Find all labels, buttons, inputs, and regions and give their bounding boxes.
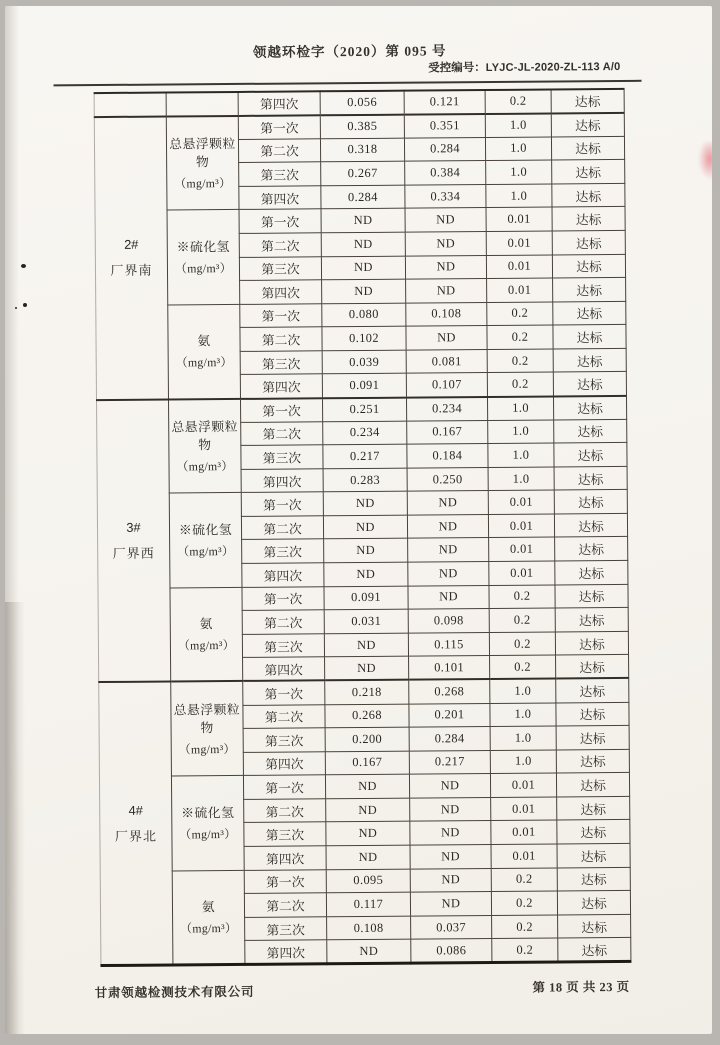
parameter-name: 总悬浮颗粒物	[171, 419, 239, 453]
value-cell: ND	[324, 539, 408, 563]
status-cell: 达标	[552, 160, 625, 184]
status-cell: 达标	[556, 655, 629, 679]
trial-cell: 第三次	[239, 256, 321, 280]
value-cell: 0.108	[406, 302, 487, 326]
trial-cell: 第三次	[244, 822, 326, 846]
limit-cell: 1.0	[490, 702, 556, 726]
limit-cell: 1.0	[486, 184, 552, 208]
location-name: 厂界南	[110, 262, 153, 278]
parameter-cell	[171, 681, 244, 776]
value-cell: ND	[323, 491, 407, 515]
value-cell: 0.250	[407, 467, 488, 491]
limit-cell: 0.01	[486, 255, 552, 279]
parameter-cell	[170, 587, 243, 682]
parameter-cell	[169, 493, 242, 588]
status-cell: 达标	[557, 796, 630, 820]
limit-cell: 0.2	[492, 915, 558, 939]
location-id: 2#	[124, 236, 139, 252]
status-cell: 达标	[554, 513, 627, 537]
trial-cell: 第四次	[241, 469, 323, 493]
limit-cell: 0.2	[489, 608, 555, 632]
value-cell: 0.037	[411, 915, 492, 939]
value-cell: 0.201	[409, 703, 490, 727]
status-cell: 达标	[557, 891, 630, 915]
parameter-unit: （mg/m³）	[176, 458, 234, 474]
parameter-unit: （mg/m³）	[175, 260, 232, 276]
value-cell: 0.351	[404, 114, 485, 138]
limit-cell: 0.2	[491, 868, 557, 892]
value-cell: 0.098	[408, 609, 489, 633]
parameter-cell-empty	[166, 92, 238, 116]
doc-number: 领越环检字（2020）第 095 号	[252, 43, 447, 60]
status-cell: 达标	[554, 466, 627, 490]
value-cell: ND	[325, 774, 409, 798]
value-cell: ND	[410, 797, 491, 821]
value-cell: ND	[326, 845, 410, 869]
parameter-name: 总悬浮颗粒物	[173, 702, 241, 736]
value-cell: 0.384	[405, 161, 486, 185]
value-cell: 0.334	[405, 184, 486, 208]
trial-cell: 第二次	[243, 704, 325, 728]
trial-cell: 第四次	[243, 657, 325, 681]
value-cell: ND	[321, 209, 405, 233]
limit-cell: 0.2	[491, 891, 557, 915]
results-table-body	[94, 89, 631, 966]
value-cell: ND	[409, 774, 490, 798]
control-number-line	[428, 58, 620, 76]
location-id: 4#	[128, 802, 143, 818]
value-cell: 0.267	[321, 161, 405, 185]
limit-cell: 0.01	[489, 537, 555, 561]
status-cell: 达标	[552, 207, 625, 231]
parameter-unit: （mg/m³）	[180, 920, 238, 935]
status-cell: 达标	[558, 914, 631, 938]
status-cell: 达标	[557, 820, 630, 844]
limit-cell: 0.2	[490, 655, 556, 679]
results-table	[94, 88, 632, 967]
value-cell: 0.218	[325, 680, 409, 704]
status-cell: 达标	[556, 702, 629, 726]
parameter-name: ※硫化氢	[176, 240, 230, 255]
parameter-cell	[168, 398, 241, 493]
trial-cell: 第四次	[240, 374, 322, 398]
status-cell: 达标	[555, 584, 628, 608]
trial-cell: 第二次	[240, 327, 322, 351]
value-cell: ND	[405, 255, 486, 279]
trial-cell: 第三次	[243, 728, 325, 752]
value-cell: ND	[326, 822, 410, 846]
trial-cell: 第一次	[243, 681, 325, 705]
value-cell: 0.091	[324, 586, 408, 610]
header-rule	[54, 80, 642, 87]
value-cell: ND	[324, 562, 408, 586]
parameter-unit: （mg/m³）	[178, 741, 236, 757]
value-cell: 0.107	[406, 373, 487, 397]
status-cell: 达标	[551, 89, 624, 113]
limit-cell: 0.2	[485, 89, 551, 113]
status-cell: 达标	[553, 301, 626, 325]
status-cell: 达标	[555, 537, 628, 561]
value-cell: ND	[408, 585, 489, 609]
value-cell: ND	[325, 656, 409, 680]
location-cell-empty	[94, 93, 166, 117]
ink-speck	[23, 303, 27, 307]
trial-cell: 第三次	[245, 917, 327, 941]
trial-cell: 第四次	[240, 280, 322, 304]
trial-cell: 第三次	[240, 351, 322, 375]
value-cell: 0.108	[327, 916, 411, 940]
limit-cell: 0.2	[489, 632, 555, 656]
value-cell: 0.167	[325, 751, 409, 775]
parameter-name: 氨	[197, 334, 211, 349]
trial-cell: 第二次	[241, 421, 323, 445]
trial-cell: 第四次	[242, 563, 324, 587]
parameter-unit: （mg/m³）	[177, 637, 235, 653]
limit-cell: 1.0	[488, 420, 554, 444]
value-cell: 0.102	[322, 326, 406, 350]
value-cell: ND	[323, 515, 407, 539]
trial-cell: 第一次	[242, 586, 324, 610]
value-cell: ND	[322, 279, 406, 303]
value-cell: ND	[406, 279, 487, 303]
parameter-cell	[167, 210, 240, 305]
parameter-name: ※硫化氢	[181, 806, 235, 821]
value-cell: 0.268	[325, 704, 409, 728]
limit-cell: 0.01	[489, 561, 555, 585]
status-cell: 达标	[553, 372, 626, 396]
limit-cell: 1.0	[490, 750, 556, 774]
trial-cell: 第二次	[238, 138, 320, 162]
limit-cell: 0.01	[486, 231, 552, 255]
value-cell: 0.167	[407, 420, 488, 444]
limit-cell: 0.2	[487, 325, 553, 349]
value-cell: ND	[407, 514, 488, 538]
value-cell: 0.217	[323, 444, 407, 468]
status-cell: 达标	[555, 631, 628, 655]
limit-cell: 1.0	[490, 726, 556, 750]
limit-cell: 1.0	[488, 467, 554, 491]
trial-cell: 第三次	[242, 634, 324, 658]
trial-cell: 第二次	[241, 516, 323, 540]
limit-cell: 0.2	[487, 349, 553, 373]
status-cell: 达标	[554, 443, 627, 467]
limit-cell: 0.2	[487, 372, 553, 396]
parameter-unit: （mg/m³）	[174, 176, 232, 191]
trial-cell: 第四次	[239, 186, 321, 210]
value-cell: ND	[321, 256, 405, 280]
control-number-label: 受控编号：	[428, 61, 486, 75]
trial-cell: 第四次	[243, 751, 325, 775]
footer-page-number: 第 18 页 共 23 页	[532, 979, 630, 995]
value-cell: 0.117	[326, 892, 410, 916]
status-cell: 达标	[553, 278, 626, 302]
value-cell: 0.284	[321, 185, 405, 209]
value-cell: 0.031	[324, 609, 408, 633]
status-cell: 达标	[556, 773, 629, 797]
value-cell: ND	[321, 232, 405, 256]
value-cell: ND	[405, 231, 486, 255]
trial-cell: 第三次	[241, 445, 323, 469]
value-cell: 0.268	[409, 679, 490, 703]
value-cell: ND	[326, 798, 410, 822]
trial-cell: 第四次	[245, 940, 327, 964]
value-cell: ND	[407, 491, 488, 515]
status-cell: 达标	[554, 419, 627, 443]
value-cell: 0.184	[407, 444, 488, 468]
status-cell: 达标	[551, 136, 624, 160]
location-name: 厂界北	[114, 828, 157, 844]
limit-cell: 1.0	[490, 679, 556, 703]
value-cell: 0.039	[322, 350, 406, 374]
value-cell: 0.095	[326, 869, 410, 893]
scanned-page	[5, 6, 712, 1034]
trial-cell: 第一次	[239, 209, 321, 233]
status-cell: 达标	[556, 749, 629, 773]
value-cell: ND	[405, 208, 486, 232]
limit-cell: 0.01	[491, 820, 557, 844]
trial-cell: 第三次	[242, 539, 324, 563]
value-cell: 0.251	[322, 397, 406, 421]
parameter-name: 氨	[199, 617, 213, 632]
trial-cell: 第一次	[238, 115, 320, 139]
value-cell: ND	[327, 939, 411, 963]
value-cell: ND	[410, 844, 491, 868]
parameter-unit: （mg/m³）	[175, 354, 233, 370]
parameter-name: 总悬浮颗粒物	[169, 136, 236, 170]
status-cell: 达标	[557, 867, 630, 891]
trial-cell: 第二次	[244, 893, 326, 917]
limit-cell: 0.01	[491, 844, 557, 868]
value-cell: 0.200	[325, 727, 409, 751]
status-cell: 达标	[552, 230, 625, 254]
status-cell: 达标	[551, 112, 624, 136]
status-cell: 达标	[553, 325, 626, 349]
trial-cell: 第四次	[244, 846, 326, 870]
limit-cell: 1.0	[488, 443, 554, 467]
limit-cell: 1.0	[485, 113, 551, 137]
trial-cell: 第一次	[243, 775, 325, 799]
value-cell: ND	[410, 868, 491, 892]
parameter-name: ※硫化氢	[178, 523, 233, 538]
status-cell: 达标	[555, 608, 628, 632]
parameter-unit: （mg/m³）	[177, 543, 235, 559]
value-cell: 0.115	[408, 632, 489, 656]
limit-cell: 0.01	[486, 207, 552, 231]
parameter-unit: （mg/m³）	[179, 826, 237, 842]
trial-cell: 第一次	[240, 303, 322, 327]
value-cell: 0.234	[323, 421, 407, 445]
value-cell: 0.385	[320, 114, 404, 138]
value-cell: 0.081	[406, 349, 487, 373]
value-cell: 0.318	[320, 138, 404, 162]
value-cell: ND	[408, 562, 489, 586]
trial-cell: 第一次	[241, 492, 323, 516]
value-cell: 0.284	[409, 727, 490, 751]
value-cell: ND	[410, 892, 491, 916]
value-cell: 0.284	[404, 137, 485, 161]
page-content	[5, 6, 712, 1034]
ink-speck	[15, 307, 17, 309]
parameter-cell	[168, 304, 241, 399]
value-cell: 0.056	[320, 91, 404, 115]
red-ink-smudge	[698, 142, 712, 180]
value-cell: 0.121	[404, 90, 485, 114]
status-cell: 达标	[552, 183, 625, 207]
value-cell: 0.217	[409, 750, 490, 774]
status-cell: 达标	[554, 490, 627, 514]
trial-cell: 第三次	[239, 162, 321, 186]
limit-cell: 0.2	[489, 585, 555, 609]
value-cell: 0.086	[411, 939, 492, 963]
value-cell: ND	[324, 633, 408, 657]
status-cell: 达标	[558, 938, 631, 962]
status-cell: 达标	[555, 560, 628, 584]
value-cell: ND	[410, 821, 491, 845]
parameter-cell	[171, 776, 244, 871]
status-cell: 达标	[552, 254, 625, 278]
location-name: 厂界西	[112, 545, 155, 561]
trial-cell: 第四次	[238, 91, 320, 115]
value-cell: 0.091	[322, 374, 406, 398]
trial-cell: 第一次	[244, 869, 326, 893]
value-cell: 0.234	[406, 397, 487, 421]
parameter-name: 氨	[201, 900, 216, 915]
value-cell: ND	[406, 326, 487, 350]
value-cell: ND	[408, 538, 489, 562]
status-cell: 达标	[557, 843, 630, 867]
location-id: 3#	[126, 519, 141, 535]
value-cell: 0.101	[409, 656, 490, 680]
parameter-cell	[172, 870, 245, 965]
limit-cell: 0.01	[488, 490, 554, 514]
value-cell: 0.080	[322, 303, 406, 327]
location-cell	[96, 399, 170, 682]
limit-cell: 0.01	[487, 278, 553, 302]
location-cell	[94, 116, 168, 399]
status-cell: 达标	[553, 395, 626, 419]
status-cell: 达标	[556, 678, 629, 702]
trial-cell: 第二次	[242, 610, 324, 634]
limit-cell: 1.0	[486, 160, 552, 184]
trial-cell: 第二次	[244, 799, 326, 823]
limit-cell: 0.01	[488, 514, 554, 538]
location-cell	[99, 682, 173, 965]
limit-cell: 0.01	[491, 797, 557, 821]
ink-speck	[21, 264, 26, 268]
trial-cell: 第一次	[240, 398, 322, 422]
limit-cell: 1.0	[485, 137, 551, 161]
status-cell: 达标	[556, 726, 629, 750]
limit-cell: 0.01	[490, 773, 556, 797]
status-cell: 达标	[553, 348, 626, 372]
limit-cell: 0.2	[492, 938, 558, 962]
trial-cell: 第二次	[239, 233, 321, 257]
value-cell: 0.283	[323, 468, 407, 492]
limit-cell: 1.0	[487, 396, 553, 420]
control-number-code: LYJC-JL-2020-ZL-113 A/0	[485, 60, 621, 74]
footer-company: 甘肃领越检测技术有限公司	[94, 984, 255, 1001]
limit-cell: 0.2	[487, 302, 553, 326]
parameter-cell	[166, 116, 239, 211]
